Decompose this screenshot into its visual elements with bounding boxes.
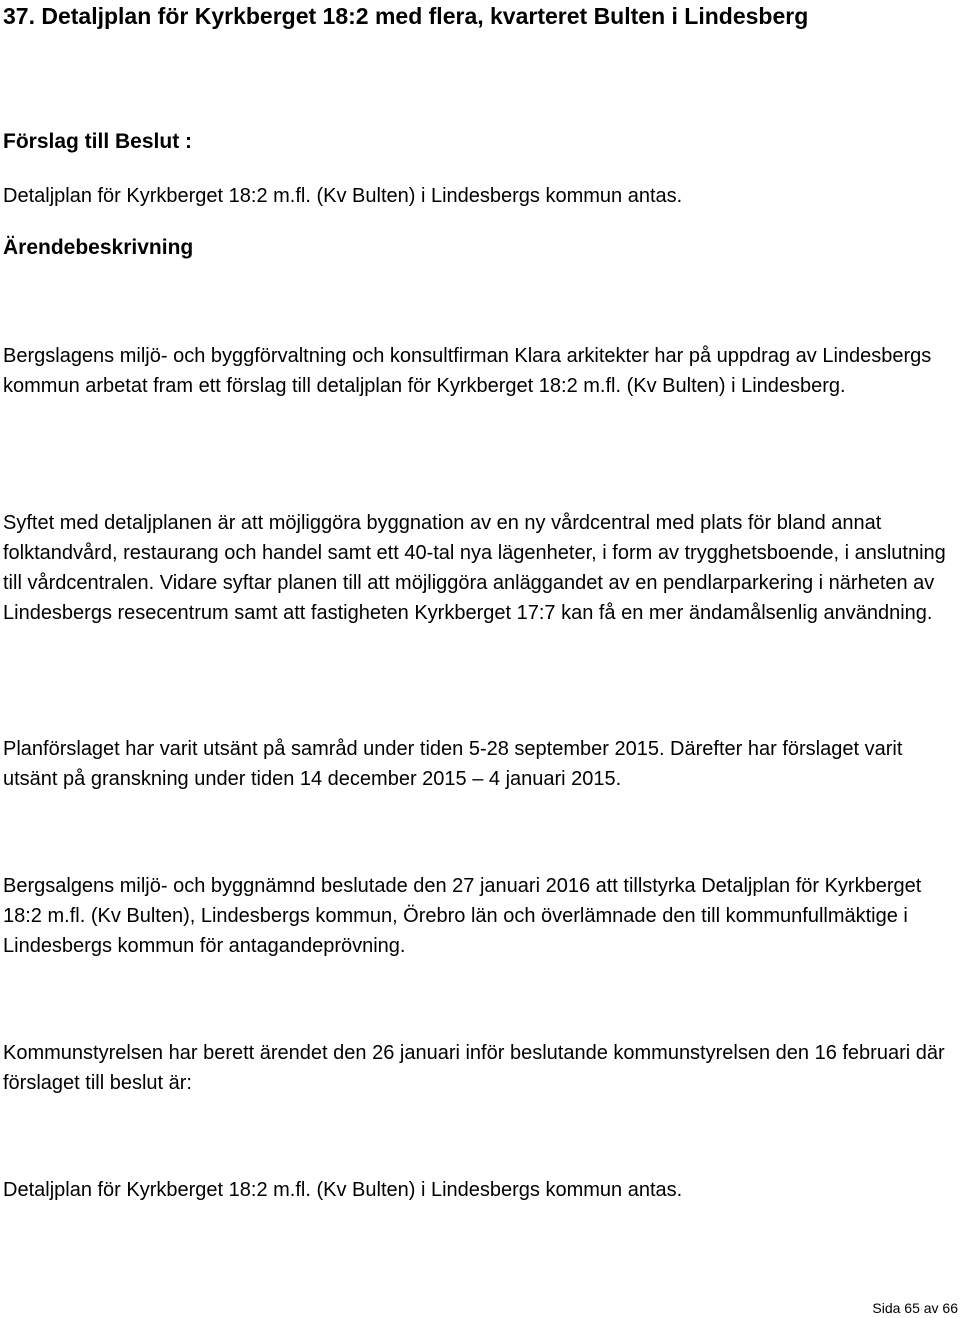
proposal-text: Detaljplan för Kyrkberget 18:2 m.fl. (Kv Bulten) i Lindesbergs kommun antas. <box>3 185 683 207</box>
paragraph-board-preparation: Kommunstyrelsen har berett ärendet den 26 januari inför beslutande kommunstyrelsen den 16 februari där förslaget till beslut är: <box>3 1042 945 1094</box>
paragraph-final-proposal: Detaljplan för Kyrkberget 18:2 m.fl. (Kv Bulten) i Lindesbergs kommun antas. <box>3 1179 683 1201</box>
paragraph-committee-decision: Bergsalgens miljö- och byggnämnd beslutade den 27 januari 2016 att tillstyrka Detaljplan för Kyrkberget 18:2 m.fl. (Kv Bulten), Lindesbergs kommun, Örebro län och överlämnade den till kommunfullmäktige i Lindesbergs kommun för antagandeprövning. <box>3 875 922 957</box>
proposal-heading: Förslag till Beslut : <box>3 130 193 153</box>
paragraph-purpose: Syftet med detaljplanen är att möjliggöra byggnation av en ny vårdcentral med plats för bland annat folktandvård, restaurang och handel samt ett 40-tal nya lägenheter, i form av trygghetsboende, i anslutning till vårdcentralen. Vidare syftar planen till att möjliggöra anläggandet av en pendlarparkering i närheten av Lindesbergs resecentrum samt att fastigheten Kyrkberget 17:7 kan få en mer ändamålsenlig användning. <box>3 512 946 624</box>
paragraph-background: Bergslagens miljö- och byggförvaltning och konsultfirman Klara arkitekter har på uppdrag av Lindesbergs kommun arbetat fram ett förslag till detaljplan för Kyrkberget 18:2 m.fl. (Kv Bulten) i Lindesberg. <box>3 345 932 397</box>
paragraph-consultation: Planförslaget har varit utsänt på samråd under tiden 5-28 september 2015. Därefter har förslaget varit utsänt på granskning under tiden 14 december 2015 – 4 januari 2015. <box>3 738 903 790</box>
page-number: Sida 65 av 66 <box>872 1300 958 1316</box>
description-heading: Ärendebeskrivning <box>3 236 194 259</box>
page-title: 37. Detaljplan för Kyrkberget 18:2 med flera, kvarteret Bulten i Lindesberg <box>3 3 809 29</box>
